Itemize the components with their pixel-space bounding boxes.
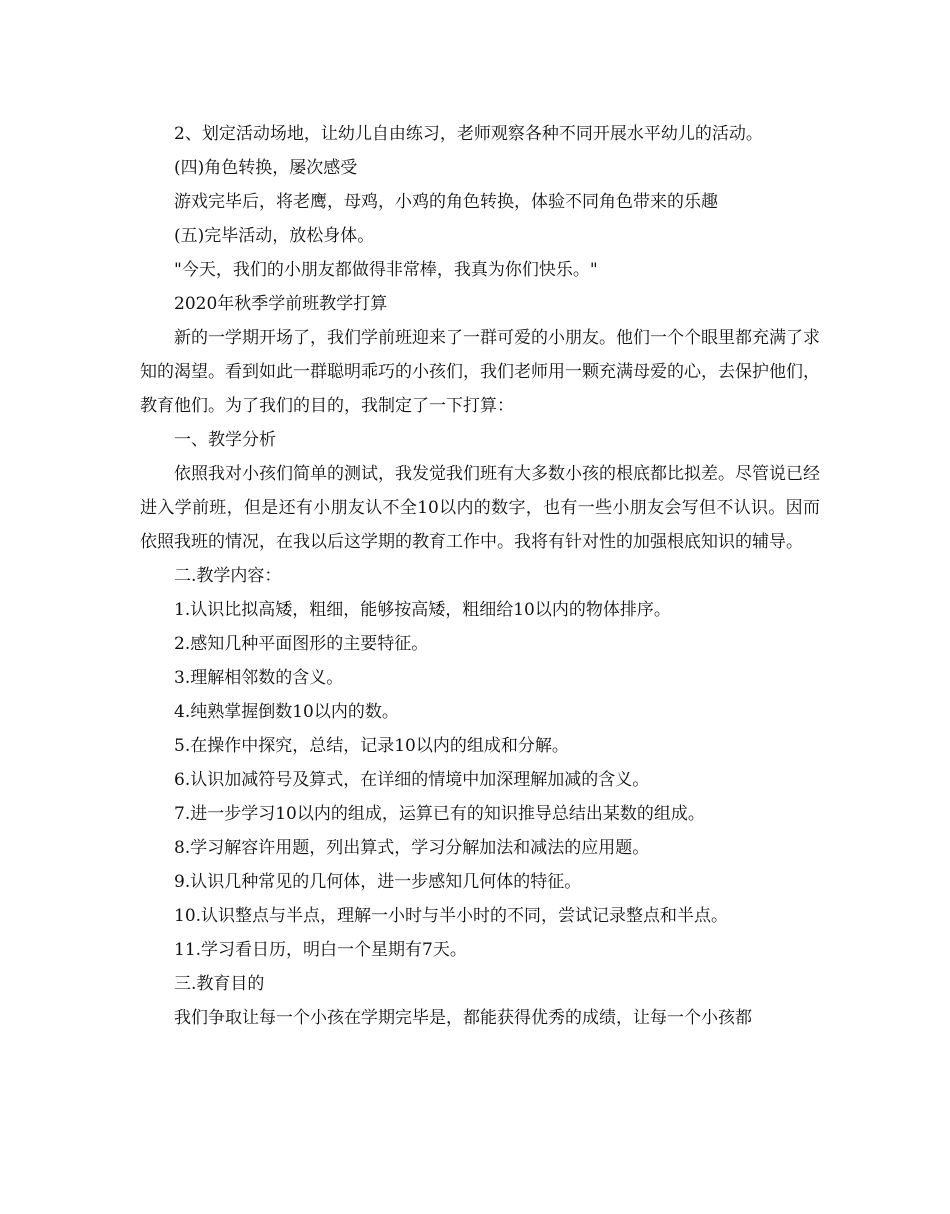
document-title: 2020年秋季学前班教学打算	[174, 294, 388, 314]
heading-goal: 三.教育目的	[174, 974, 265, 994]
list-item: 10.认识整点与半点，理解一小时与半小时的不同，尝试记录整点和半点。	[174, 906, 729, 926]
heading-analysis: 一、教学分析	[174, 430, 276, 450]
quote-line: "今天，我们的小朋友都做得非常棒，我真为你们快乐。"	[174, 260, 598, 280]
section-heading: (四)角色转换，屡次感受	[174, 158, 358, 178]
document-body	[140, 117, 820, 1035]
list-item: 7.进一步学习10以内的组成，运算已有的知识推导总结出某数的组成。	[174, 804, 705, 824]
list-item: 3.理解相邻数的含义。	[174, 668, 344, 688]
text-line: 2、划定活动场地，让幼儿自由练习，老师观察各种不同开展水平幼儿的活动。	[174, 124, 763, 144]
list-item: 6.认识加减符号及算式，在详细的情境中加深理解加减的含义。	[174, 770, 650, 790]
list-item: 4.纯熟掌握倒数10以内的数。	[174, 702, 399, 722]
analysis-paragraph: 依照我对小孩们简单的测试，我发觉我们班有大多数小孩的根底都比拟差。尽管说已经进入学前班，但是还有小朋友认不全10以内的数字，也有一些小朋友会写但不认识。因而依照我班的情况，在我以后这学期的教育工作中。我将有针对性的加强根底知识的辅导。	[140, 464, 820, 552]
list-item: 11.学习看日历，明白一个星期有7天。	[174, 940, 467, 960]
intro-paragraph: 新的一学期开场了，我们学前班迎来了一群可爱的小朋友。他们一个个眼里都充满了求知的渴望。看到如此一群聪明乖巧的小孩们，我们老师用一颗充满母爱的心，去保护他们，教育他们。为了我们的目的，我制定了一下打算：	[140, 328, 820, 416]
section-heading: (五)完毕活动，放松身体。	[174, 226, 375, 246]
list-item: 2.感知几种平面图形的主要特征。	[174, 634, 429, 654]
list-item: 1.认识比拟高矮，粗细，能够按高矮，粗细给10以内的物体排序。	[174, 600, 671, 620]
text-line: 游戏完毕后，将老鹰，母鸡，小鸡的角色转换，体验不同角色带来的乐趣	[174, 192, 718, 212]
heading-content: 二.教学内容：	[174, 566, 282, 586]
list-item: 5.在操作中探究，总结，记录10以内的组成和分解。	[174, 736, 569, 756]
list-item: 8.学习解容许用题，列出算式，学习分解加法和减法的应用题。	[174, 838, 650, 858]
goal-paragraph: 我们争取让每一个小孩在学期完毕是，都能获得优秀的成绩，让每一个小孩都	[174, 1008, 752, 1028]
list-item: 9.认识几种常见的几何体，进一步感知几何体的特征。	[174, 872, 582, 892]
